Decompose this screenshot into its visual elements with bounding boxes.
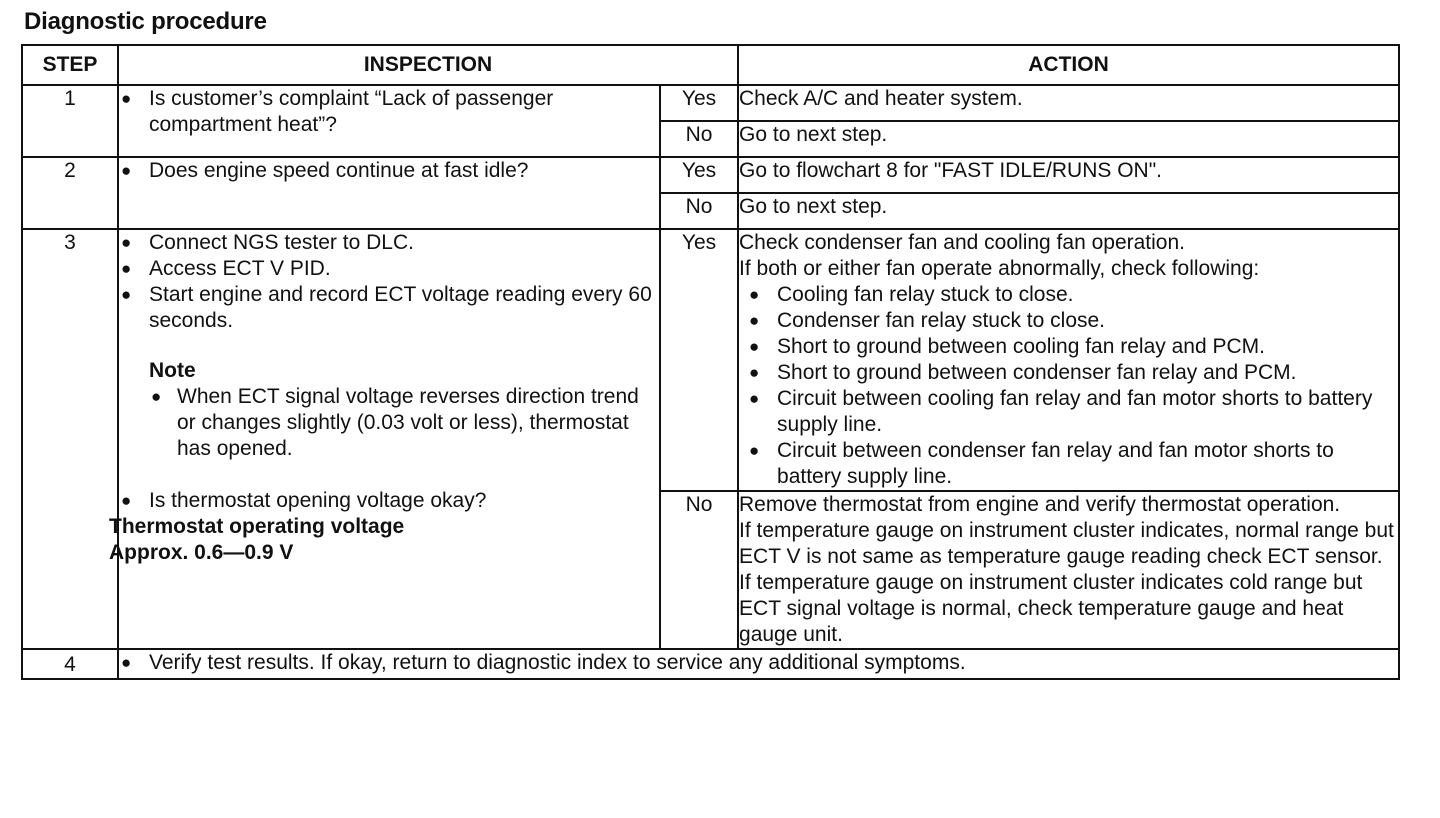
yes-label: Yes — [660, 157, 738, 193]
table-row — [22, 229, 1399, 491]
no-action-line: If temperature gauge on instrument cluster indicates, normal range but ECT V is not same as temperature gauge reading check ECT sensor. — [739, 519, 1394, 568]
header-inspection: INSPECTION — [118, 45, 738, 85]
inspection-item: ● Start engine and record ECT voltage reading every 60 seconds. — [119, 282, 659, 334]
inspection-item: ● Access ECT V PID. — [119, 256, 659, 282]
inspection-item: ● Is customer’s complaint “Lack of passenger compartment heat”? — [119, 86, 659, 138]
diagnostic-table — [21, 44, 1400, 680]
check-item: ● Cooling fan relay stuck to close. — [747, 282, 1398, 308]
yes-action — [738, 229, 1399, 491]
no-action: Go to next step. — [738, 193, 1399, 229]
step-number: 1 — [22, 85, 118, 157]
no-action: Go to next step. — [738, 121, 1399, 157]
inspection-cell — [118, 649, 1399, 679]
check-item: ● Circuit between cooling fan relay and fan motor shorts to battery supply line. — [747, 386, 1398, 438]
inspection-item: ● Does engine speed continue at fast idle? — [119, 158, 659, 184]
spec-title: Thermostat operating voltage — [109, 515, 405, 538]
inspection-question: ● Is thermostat opening voltage okay? — [119, 488, 659, 514]
step-number: 2 — [22, 157, 118, 229]
yes-action-line: If both or either fan operate abnormally, check following: — [739, 257, 1260, 280]
note-block — [149, 358, 659, 462]
page-title: Diagnostic procedure — [24, 8, 267, 35]
check-item: ● Condenser fan relay stuck to close. — [747, 308, 1398, 334]
inspection-cell — [109, 229, 660, 649]
header-step: STEP — [22, 45, 118, 85]
no-action-line: Remove thermostat from engine and verify thermostat operation. — [739, 493, 1341, 516]
note-item: ● When ECT signal voltage reverses direction trend or changes slightly (0.03 volt or less), thermostat has opened. — [149, 384, 659, 462]
inspection-item: ● Connect NGS tester to DLC. — [119, 230, 659, 256]
step-number: 4 — [22, 649, 118, 679]
yes-action: Go to flowchart 8 for "FAST IDLE/RUNS ON". — [738, 157, 1399, 193]
no-label: No — [660, 491, 738, 649]
table-row — [22, 649, 1399, 679]
header-row — [22, 45, 1399, 85]
table-row — [22, 157, 1399, 193]
yes-action: Check A/C and heater system. — [738, 85, 1399, 121]
inspection-cell — [118, 85, 660, 157]
yes-label: Yes — [660, 229, 738, 491]
no-action — [738, 491, 1399, 649]
header-action: ACTION — [738, 45, 1399, 85]
inspection-cell — [118, 157, 660, 229]
check-item: ● Short to ground between condenser fan relay and PCM. — [747, 360, 1398, 386]
no-label: No — [660, 121, 738, 157]
check-item: ● Circuit between condenser fan relay and fan motor shorts to battery supply line. — [747, 438, 1398, 490]
check-item: ● Short to ground between cooling fan relay and PCM. — [747, 334, 1398, 360]
step-number: 3 — [22, 229, 118, 649]
yes-label: Yes — [660, 85, 738, 121]
inspection-item: ● Verify test results. If okay, return to diagnostic index to service any additional symptoms. — [119, 650, 1398, 676]
no-label: No — [660, 193, 738, 229]
note-title: Note — [149, 359, 196, 382]
no-action-line: If temperature gauge on instrument cluster indicates cold range but ECT signal voltage is normal, check temperature gauge and heat gauge unit. — [739, 571, 1363, 646]
spec-value: Approx. 0.6—0.9 V — [109, 541, 294, 564]
table-row — [22, 85, 1399, 121]
yes-action-line: Check condenser fan and cooling fan operation. — [739, 231, 1185, 254]
